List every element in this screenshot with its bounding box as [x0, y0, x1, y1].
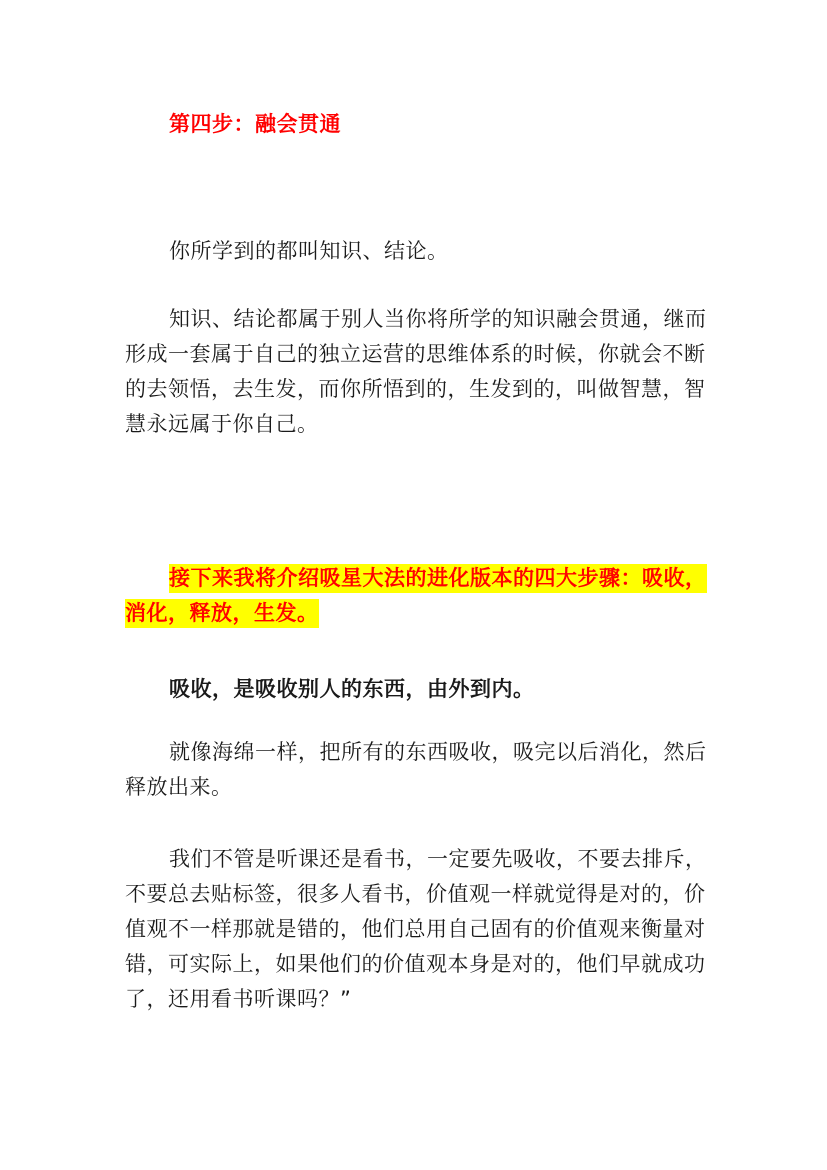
paragraph-knowledge: 你所学到的都叫知识、结论。 [169, 239, 449, 263]
four-steps-highlight: 接下来我将介绍吸星大法的进化版本的四大步骤：吸收，消化，释放，生发。 [125, 564, 707, 628]
paragraph-sponge: 就像海绵一样，把所有的东西吸收，吸完以后消化，然后释放出来。 [125, 740, 707, 799]
paragraph-wisdom: 知识、结论都属于别人当你将所学的知识融会贯通，继而形成一套属于自己的独立运营的思维体系的时候，你就会不断的去领悟，去生发，而你所悟到的，生发到的，叫做智慧，智慧永远属于你自己。 [125, 307, 707, 436]
paragraph-absorb-first: 我们不管是听课还是看书，一定要先吸收，不要去排斥，不要总去贴标签，很多人看书，价值观一样就觉得是对的，价值观不一样那就是错的，他们总用自己固有的价值观来衡量对错，可实际上，如果他们的价值观本身是对的，他们早就成功了，还用看书听课吗？” [125, 847, 707, 1011]
four-steps-heading [125, 561, 710, 631]
step4-heading: 第四步：融会贯通 [169, 112, 341, 136]
absorb-definition: 吸收，是吸收别人的东西，由外到内。 [169, 677, 535, 701]
